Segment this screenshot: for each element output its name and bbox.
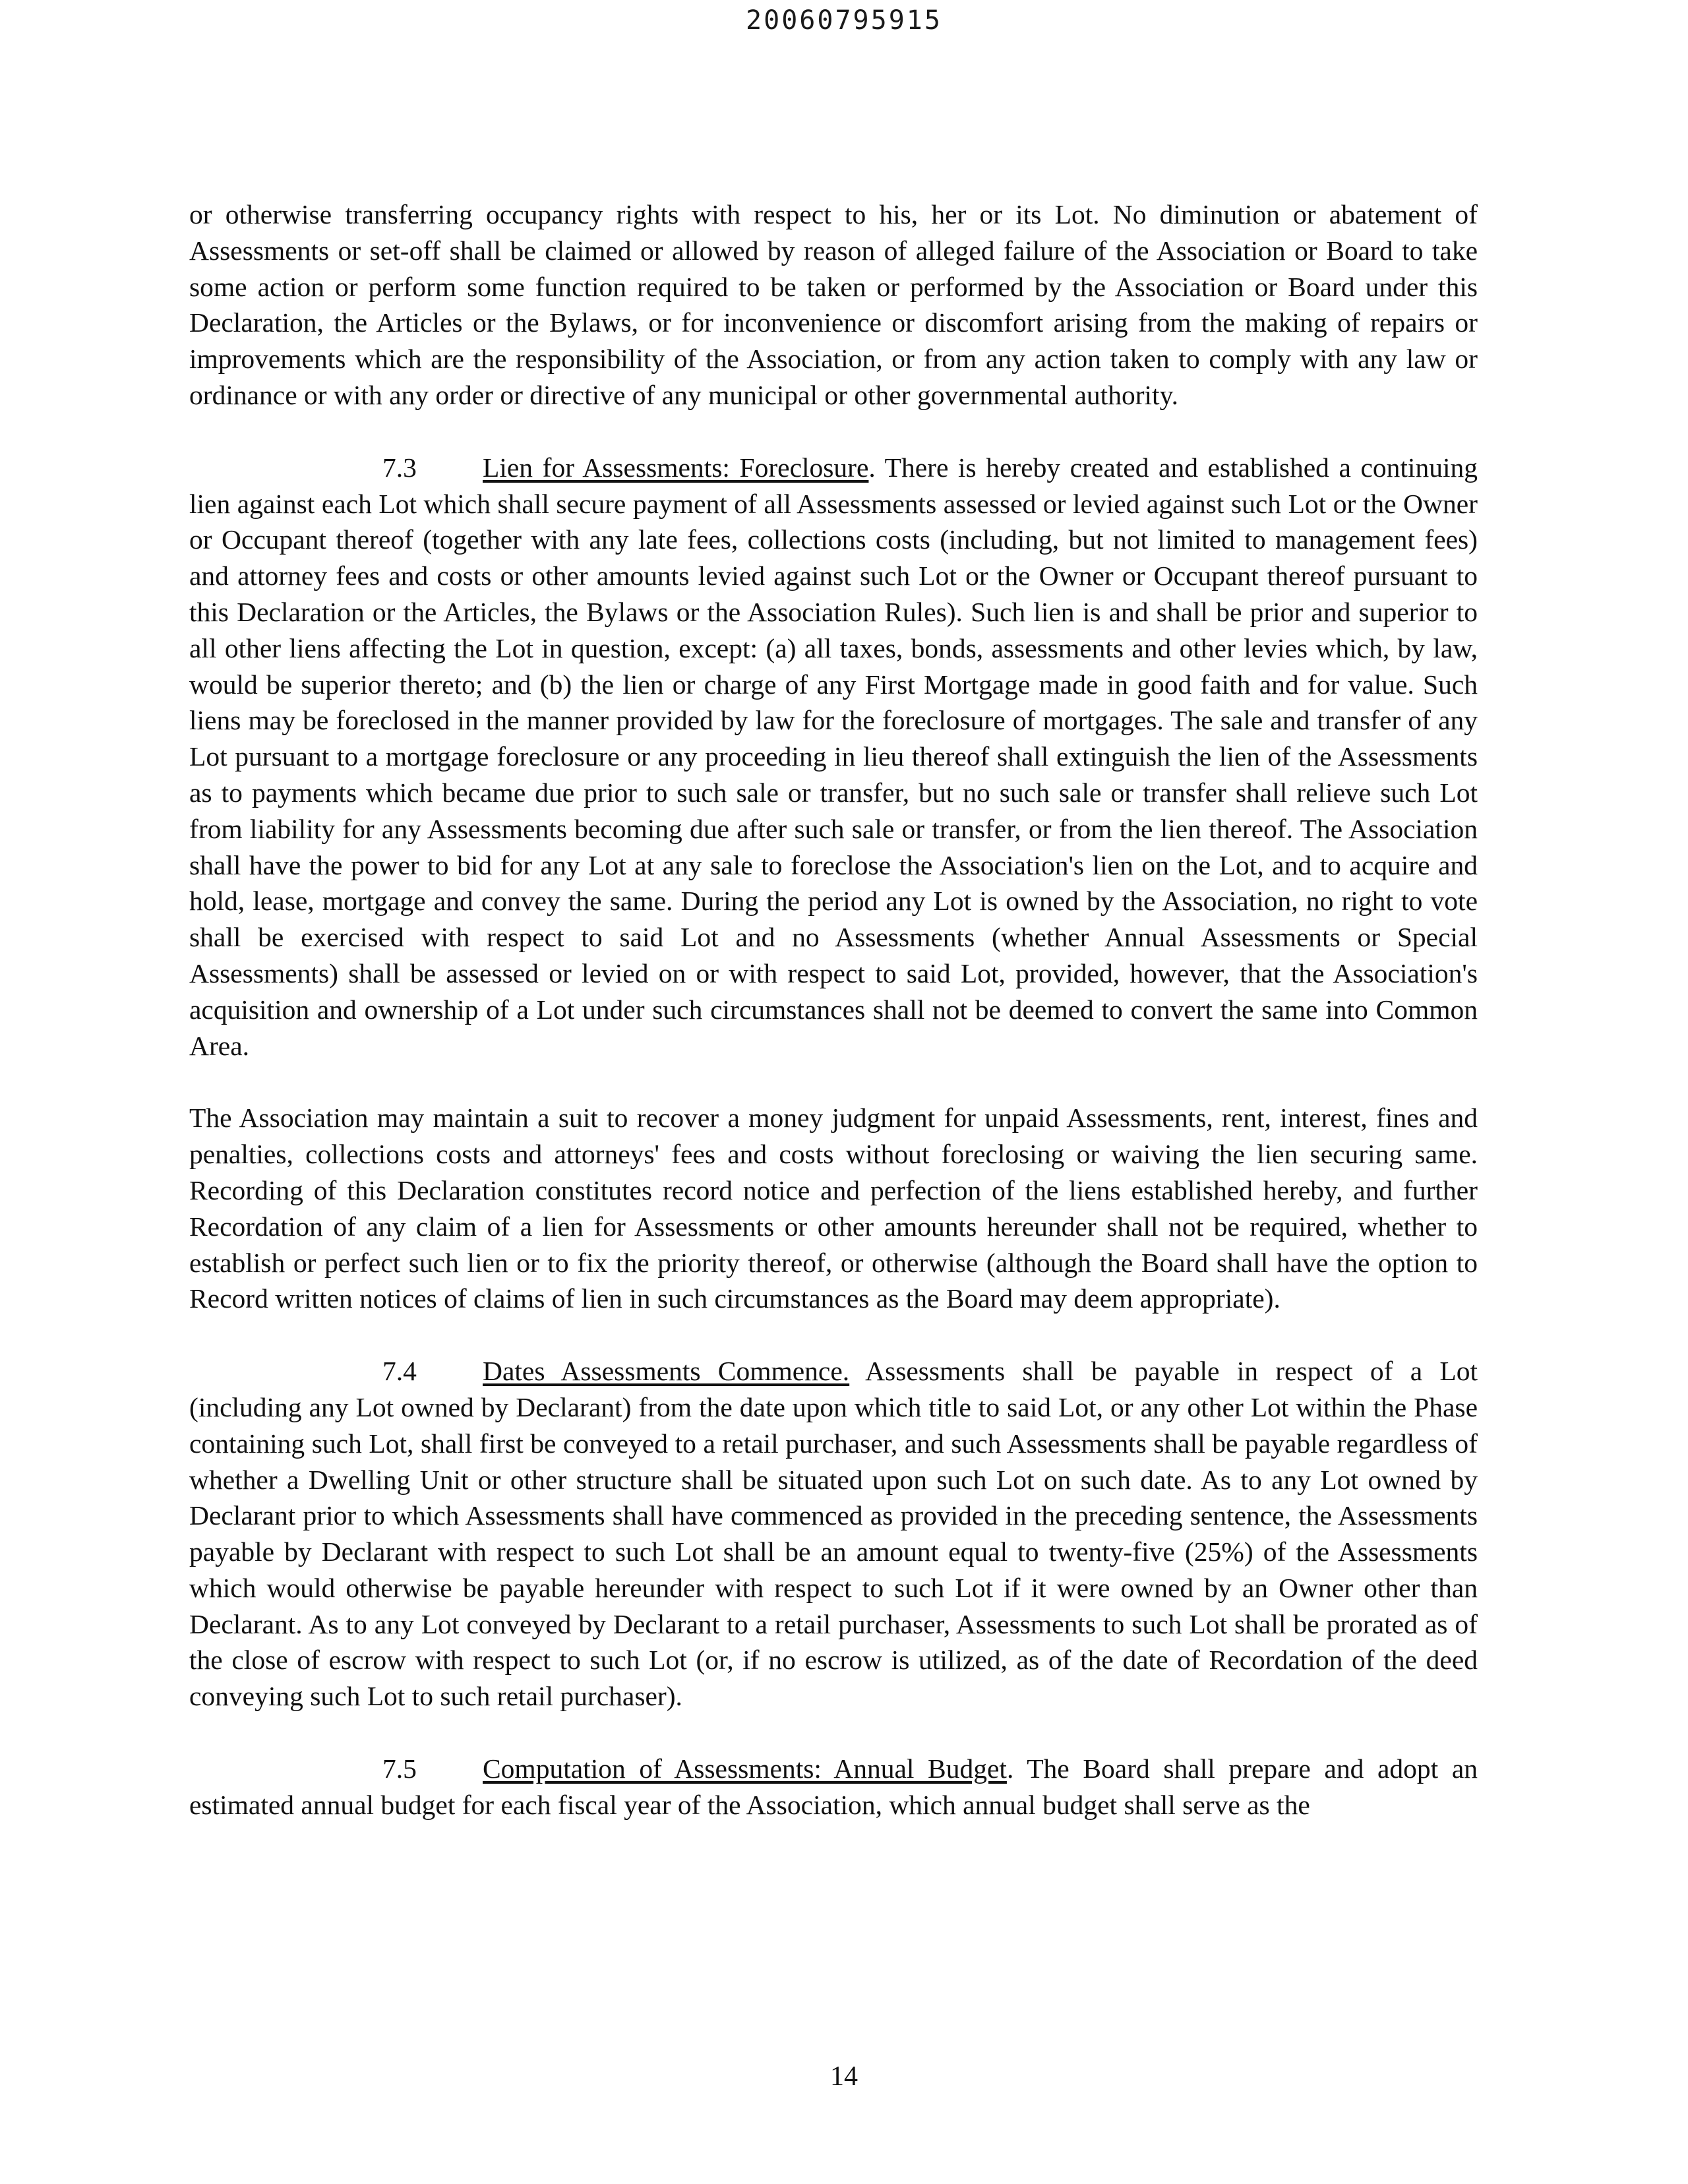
section-number: 7.3: [382, 452, 417, 483]
document-number: 20060795915: [746, 5, 942, 36]
paragraph-lien-suit: The Association may maintain a suit to recover a money judgment for unpaid Assessments, rent, interest, fines and penalties, collections costs and attorneys' fees and costs without foreclosing or waiving the lien securing same. Recording of this Declaration constitutes record notice and perfection of the liens established hereby, and further Recordation of any claim of a lien for Assessments or other amounts hereunder shall not be required, whether to establish or perfect such lien or to fix the priority thereof, or otherwise (although the Board shall have the option to Record written notices of claims of lien in such circumstances as the Board may deem appropriate).: [189, 1103, 1478, 1314]
section-7-3: [189, 450, 1478, 1064]
section-heading: Computation of Assessments: Annual Budget: [483, 1753, 1007, 1784]
section-heading: Dates Assessments Commence.: [483, 1356, 850, 1387]
section-number: 7.4: [382, 1356, 417, 1387]
document-body: [189, 197, 1478, 1823]
section-text: . The Board shall prepare and adopt an estimated annual budget for each fiscal year of the Association, which annual budget shall serve as the: [189, 1753, 1478, 1820]
section-7-4: [189, 1353, 1478, 1714]
section-text: Assessments shall be payable in respect of a Lot (including any Lot owned by Declarant) from the date upon which title to said Lot, or any other Lot within the Phase containing such Lot, shall first be conveyed to a retail purchaser, and such Assessments shall be payable regardless of whether a Dwelling Unit or other structure shall be situated upon such Lot on such date. As to any Lot owned by Declarant prior to which Assessments shall have commenced as provided in the preceding sentence, the Assessments payable by Declarant with respect to such Lot shall be an amount equal to twenty-five (25%) of the Assessments which would otherwise be payable hereunder with respect to such Lot if it were owned by an Owner other than Declarant. As to any Lot conveyed by Declarant to a retail purchaser, Assessments to such Lot shall be prorated as of the close of escrow with respect to such Lot (or, if no escrow is utilized, as of the date of Recordation of the deed conveying such Lot to such retail purchaser).: [189, 1356, 1478, 1712]
section-heading: Lien for Assessments: Foreclosure: [483, 452, 869, 483]
section-text: . There is hereby created and established a continuing lien against each Lot which shall secure payment of all Assessments assessed or levied against such Lot or the Owner or Occupant thereof (together with any late fees, collections costs (including, but not limited to management fees) and attorney fees and costs or other amounts levied against such Lot or the Owner or Occupant thereof pursuant to this Declaration or the Articles, the Bylaws or the Association Rules). Such lien is and shall be prior and superior to all other liens affecting the Lot in question, except: (a) all taxes, bonds, assessments and other levies which, by law, would be superior thereto; and (b) the lien or charge of any First Mortgage made in good faith and for value. Such liens may be foreclosed in the manner provided by law for the foreclosure of mortgages. The sale and transfer of any Lot pursuant to a mortgage foreclosure or any proceeding in lieu thereof shall extinguish the lien of the Assessments as to payments which became due prior to such sale or transfer, but no such sale or transfer shall relieve such Lot from liability for any Assessments becoming due after such sale or transfer, or from the lien thereof. The Association shall have the power to bid for any Lot at any sale to foreclose the Association's lien on the Lot, and to acquire and hold, lease, mortgage and convey the same. During the period any Lot is owned by the Association, no right to vote shall be exercised with respect to said Lot and no Assessments (whether Annual Assessments or Special Assessments) shall be assessed or levied on or with respect to said Lot, provided, however, that the Association's acquisition and ownership of a Lot under such circumstances shall not be deemed to convert the same into Common Area.: [189, 452, 1478, 1061]
page-number: 14: [830, 2061, 858, 2092]
section-7-5: [189, 1751, 1478, 1823]
paragraph-continuation: or otherwise transferring occupancy rights with respect to his, her or its Lot. No diminution or abatement of Assessments or set-off shall be claimed or allowed by reason of alleged failure of the Association or Board to take some action or perform some function required to be taken or performed by the Association or Board under this Declaration, the Articles or the Bylaws, or for inconvenience or discomfort arising from the making of repairs or improvements which are the responsibility of the Association, or from any action taken to comply with any law or ordinance or with any order or directive of any municipal or other governmental authority.: [189, 199, 1478, 410]
section-number: 7.5: [382, 1753, 417, 1784]
